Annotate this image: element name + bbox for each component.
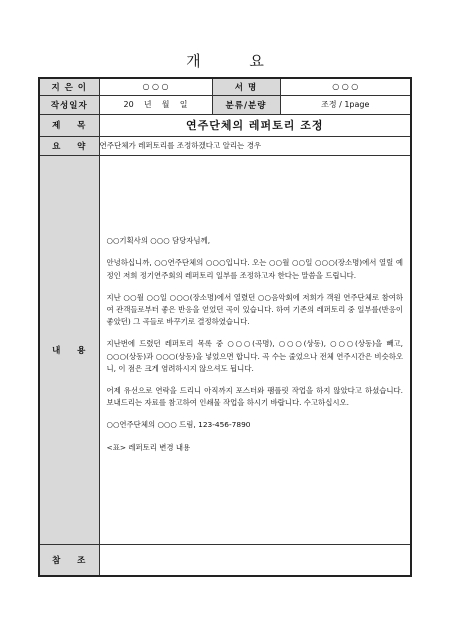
subject-value: 연주단체의 레퍼토리 조정 (99, 114, 411, 136)
subject-label: 제 목 (39, 114, 99, 136)
content-paragraph: 지난번에 드렸던 레퍼토리 목록 중 ○○○(곡명), ○○○(상동), ○○○(상동)을 빼고, ○○○(상동)과 ○○○(상동)을 넣었으면 합니다. 곡 수는 줄었으나 전체 연주시간은 비슷하오니, 이 점은 크게 염려하시지 않으셔도 됩니다. (106, 339, 403, 373)
subject-row (39, 114, 411, 136)
content-paragraph: 어제 유선으로 연락을 드리니 아직까지 포스터와 팸플릿 작업을 하지 않았다고 하셨습니다. 보내드리는 자료를 참고하여 인쇄물 작업을 하시기 바랍니다. 수고하십시오. (106, 386, 403, 408)
author-label: 지 은 이 (39, 78, 99, 95)
author-row (39, 78, 411, 95)
content-paragraph: 지난 ○○월 ○○일 ○○○(장소명)에서 열렸던 ○○음악회에 저희가 객원 연주단체로 참여하여 관객들로부터 좋은 반응을 얻었던 곡이 있습니다. 하여 기존의 레퍼토리 중 일부를(반응이 좋았던) 그 곡들로 바꾸기로 결정하였습니다. (106, 292, 403, 327)
summary-row (39, 136, 411, 155)
category-label: 분류/분량 (212, 95, 280, 114)
date-label: 작성일자 (39, 95, 99, 114)
reference-label: 참 조 (39, 544, 99, 576)
content-label: 내 용 (39, 155, 99, 544)
content-paragraph: 안녕하십니까, ○○연주단체의 ○○○입니다. 오는 ○○월 ○○일 ○○○(장소명)에서 열릴 예정인 저희 정기연주회의 레퍼토리 일부를 조정하고자 한다는 말씀을 드립니다. (106, 258, 403, 280)
reference-row (39, 544, 411, 576)
reference-value (99, 544, 411, 576)
content-paragraph: ○○연주단체의 ○○○ 드림, 123-456-7890 (106, 420, 251, 430)
category-value: 조정 / 1page (280, 95, 411, 114)
signature-value: ○ ○ ○ (280, 78, 411, 95)
summary-form (38, 77, 412, 577)
content-paragraph: ○○기획사의 ○○○ 담당자님께, (106, 236, 211, 246)
summary-label: 요 약 (39, 136, 99, 155)
content-body (99, 155, 411, 544)
content-paragraph: <표> 레퍼토리 변경 내용 (106, 442, 191, 452)
date-value: 20 년 월 일 (99, 95, 212, 114)
author-value: ○ ○ ○ (99, 78, 212, 95)
summary-value: 연주단체가 레퍼토리를 조정하겠다고 알리는 경우 (99, 136, 411, 155)
signature-label: 서 명 (212, 78, 280, 95)
content-text (100, 235, 411, 454)
document-title: 개 요 (186, 52, 286, 70)
date-row (39, 95, 411, 114)
content-row (39, 155, 411, 544)
